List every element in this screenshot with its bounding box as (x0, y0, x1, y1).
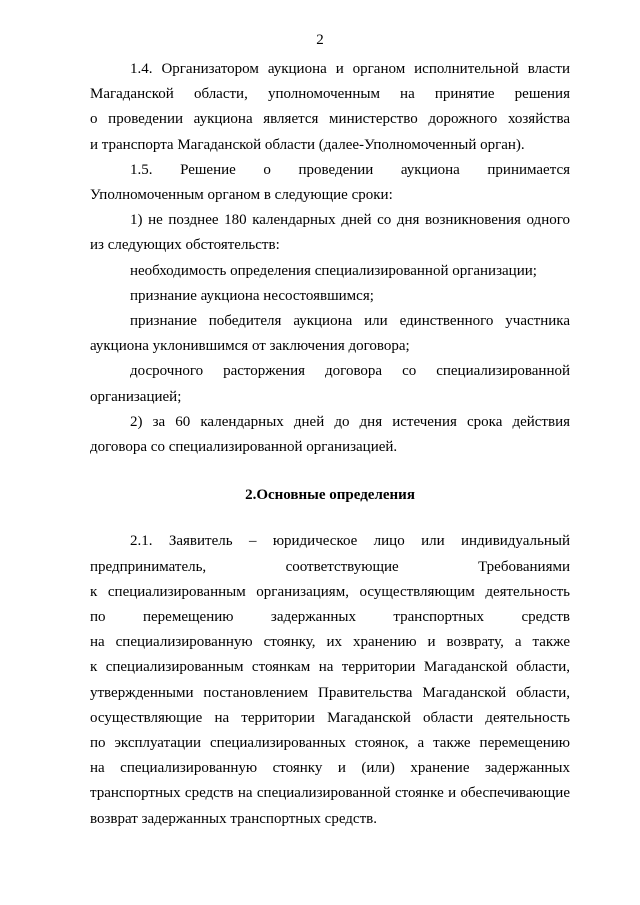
text-line: о проведении аукциона является министерство дорожного хозяйства (90, 111, 570, 128)
text-line: досрочного расторжения договора со специализированной (130, 363, 570, 380)
section-2-text (90, 529, 570, 831)
section-heading: 2.Основные определения (245, 487, 415, 504)
text-line: договора со специализированной организацией. (90, 439, 398, 456)
text-line: 2) за 60 календарных дней до дня истечения срока действия (130, 413, 570, 430)
text-line: 2.1. Заявитель – юридическое лицо или индивидуальный (130, 533, 570, 550)
text-line: необходимость определения специализированной организации; (130, 262, 537, 279)
page-number: 2 (316, 32, 324, 48)
text-line: по эксплуатации специализированных стоянок, а также перемещению (90, 735, 570, 752)
text-line: возврат задержанных транспортных средств. (90, 810, 377, 827)
text-line: по перемещению задержанных транспортных средств (90, 609, 570, 626)
text-line: на специализированную стоянку, их хранению и возврату, а также (90, 634, 570, 651)
text-line: Уполномоченным органом в следующие сроки: (90, 187, 393, 204)
text-line: предприниматель, соответствующие Требованиями (90, 558, 570, 575)
text-line: 1.5. Решение о проведении аукциона принимается (130, 161, 570, 178)
text-line: организацией; (90, 388, 182, 405)
section-1-text (90, 57, 570, 460)
text-line: аукциона уклонившимся от заключения договора; (90, 338, 410, 355)
text-line: к специализированным организациям, осуществляющим деятельность (90, 583, 570, 600)
text-line: утвержденными постановлением Правительства Магаданской области, (90, 684, 570, 701)
text-line: 1.4. Организатором аукциона и органом исполнительной власти (130, 61, 570, 77)
text-line: признание победителя аукциона или единственного участника (130, 313, 570, 330)
text-line: транспортных средств на специализированной стоянке и обеспечивающие (90, 785, 570, 802)
text-line: из следующих обстоятельств: (90, 237, 280, 254)
text-line: и транспорта Магаданской области (далее-Уполномоченный орган). (90, 136, 525, 153)
document-body (90, 57, 570, 832)
text-line: 1) не позднее 180 календарных дней со дня возникновения одного (130, 212, 570, 229)
text-line: Магаданской области, уполномоченным на принятие решения (90, 86, 570, 103)
text-line: признание аукциона несостоявшимся; (130, 287, 374, 304)
text-line: осуществляющие на территории Магаданской области деятельность (90, 709, 570, 726)
text-line: на специализированную стоянку и (или) хранение задержанных (90, 760, 570, 777)
text-line: к специализированным стоянкам на территории Магаданской области, (90, 659, 570, 676)
